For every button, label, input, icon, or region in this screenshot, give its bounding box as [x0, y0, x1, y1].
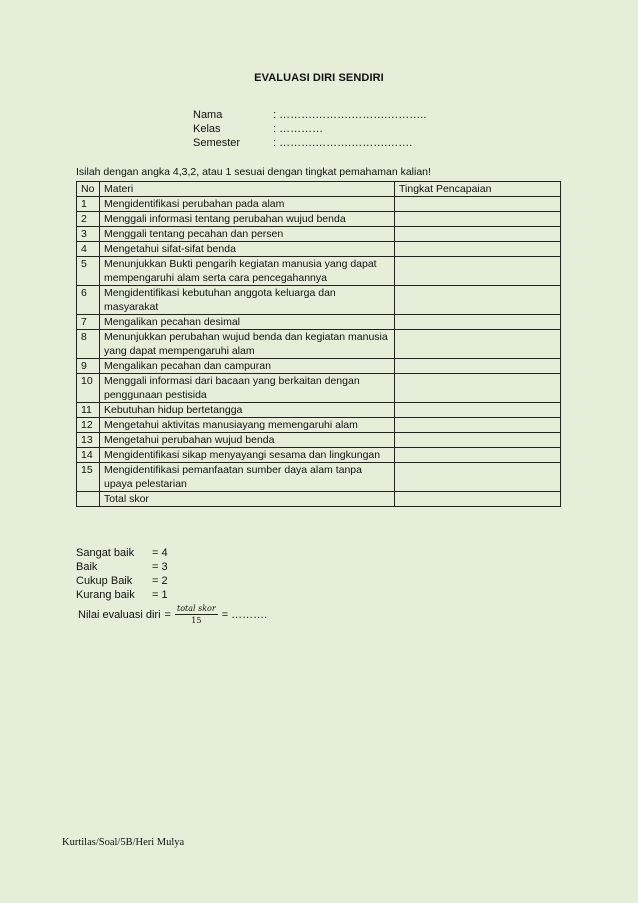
total-row — [77, 492, 561, 507]
row-number: 8 — [77, 330, 100, 359]
identity-value: : ……….……….……….……. — [273, 137, 413, 149]
identity-class-row — [193, 122, 426, 136]
row-materi: Mengalikan pecahan desimal — [100, 315, 395, 330]
table-row — [77, 212, 561, 227]
table-row — [77, 463, 561, 492]
row-score-cell[interactable] — [395, 315, 561, 330]
row-number: 4 — [77, 242, 100, 257]
identity-value: : ………… — [273, 123, 324, 135]
formula-fraction — [175, 604, 218, 625]
row-score-cell[interactable] — [395, 433, 561, 448]
row-number: 11 — [77, 403, 100, 418]
table-row — [77, 433, 561, 448]
formula-equals: = — [164, 608, 171, 621]
scale-label: Sangat baik — [76, 547, 135, 559]
row-materi: Menggali informasi tentang perubahan wujud benda — [100, 212, 395, 227]
scale-label: Cukup Baik — [76, 575, 133, 587]
table-row — [77, 286, 561, 315]
row-number: 5 — [77, 257, 100, 286]
row-materi: Menunjukkan Bukti pengarih kegiatan manusia yang dapat mempengaruhi alam serta cara pencegahannya — [100, 257, 395, 286]
scale-value: = 1 — [152, 589, 168, 601]
row-materi: Kebutuhan hidup bertetangga — [100, 403, 395, 418]
table-body — [77, 197, 561, 492]
row-score-cell[interactable] — [395, 257, 561, 286]
row-score-cell[interactable] — [395, 197, 561, 212]
table-row — [77, 330, 561, 359]
row-score-cell[interactable] — [395, 463, 561, 492]
row-number: 3 — [77, 227, 100, 242]
table-row — [77, 257, 561, 286]
table-row — [77, 374, 561, 403]
row-materi: Menunjukkan perubahan wujud benda dan kegiatan manusia yang dapat mempengaruhi alam — [100, 330, 395, 359]
header-materi: Materi — [100, 182, 395, 197]
formula-label: Nilai evaluasi diri — [78, 608, 161, 621]
row-score-cell[interactable] — [395, 242, 561, 257]
row-number: 14 — [77, 448, 100, 463]
instruction-text: Isilah dengan angka 4,3,2, atau 1 sesuai dengan tingkat pemahaman kalian! — [76, 166, 431, 178]
identity-label: Semester — [193, 137, 241, 149]
row-materi: Mengalikan pecahan dan campuran — [100, 359, 395, 374]
row-score-cell[interactable] — [395, 448, 561, 463]
identity-semester-row — [193, 136, 426, 150]
table-row — [77, 418, 561, 433]
footer-text: Kurtilas/Soal/5B/Heri Mulya — [62, 837, 185, 848]
scale-value: = 3 — [152, 561, 168, 573]
total-label: Total skor — [100, 492, 395, 507]
row-number: 12 — [77, 418, 100, 433]
table-row — [77, 448, 561, 463]
row-score-cell[interactable] — [395, 359, 561, 374]
row-score-cell[interactable] — [395, 212, 561, 227]
row-number: 15 — [77, 463, 100, 492]
row-materi: Mengetahui aktivitas manusiayang memengaruhi alam — [100, 418, 395, 433]
student-identity — [193, 108, 426, 150]
table-row — [77, 197, 561, 212]
identity-label: Kelas — [193, 123, 221, 135]
row-score-cell[interactable] — [395, 286, 561, 315]
score-scale — [76, 546, 168, 602]
scale-label: Kurang baik — [76, 589, 135, 601]
row-number: 6 — [77, 286, 100, 315]
row-materi: Mengidentifikasi perubahan pada alam — [100, 197, 395, 212]
row-score-cell[interactable] — [395, 418, 561, 433]
identity-name-row — [193, 108, 426, 122]
total-score-cell[interactable] — [395, 492, 561, 507]
scale-row — [76, 588, 168, 602]
formula-result: = ………. — [221, 608, 268, 621]
row-materi: Mengidentifikasi kebutuhan anggota keluarga dan masyarakat — [100, 286, 395, 315]
row-score-cell[interactable] — [395, 403, 561, 418]
identity-value: : ……….……….……….……….. — [273, 109, 427, 121]
formula-numerator: total skor — [176, 604, 216, 613]
row-number: 13 — [77, 433, 100, 448]
row-score-cell[interactable] — [395, 330, 561, 359]
formula-denominator: 15 — [191, 616, 202, 625]
row-number: 7 — [77, 315, 100, 330]
scale-value: = 2 — [152, 575, 168, 587]
header-no: No — [77, 182, 100, 197]
table-header-row — [77, 182, 561, 197]
score-formula — [78, 604, 267, 625]
row-score-cell[interactable] — [395, 227, 561, 242]
table-row — [77, 359, 561, 374]
row-materi: Mengidentifikasi sikap menyayangi sesama dan lingkungan — [100, 448, 395, 463]
table-row — [77, 403, 561, 418]
scale-row — [76, 574, 168, 588]
scale-value: = 4 — [152, 547, 168, 559]
scale-row — [76, 546, 168, 560]
row-materi: Mengetahui perubahan wujud benda — [100, 433, 395, 448]
identity-label: Nama — [193, 109, 223, 121]
header-tingkat: Tingkat Pencapaian — [395, 182, 561, 197]
row-number: 1 — [77, 197, 100, 212]
row-number: 9 — [77, 359, 100, 374]
table-row — [77, 227, 561, 242]
total-no-cell — [77, 492, 100, 507]
row-materi: Menggali tentang pecahan dan persen — [100, 227, 395, 242]
table-row — [77, 315, 561, 330]
table-row — [77, 242, 561, 257]
row-number: 2 — [77, 212, 100, 227]
scale-label: Baik — [76, 561, 98, 573]
row-materi: Mengetahui sifat-sifat benda — [100, 242, 395, 257]
scale-row — [76, 560, 168, 574]
row-score-cell[interactable] — [395, 374, 561, 403]
evaluation-table — [76, 181, 561, 507]
row-materi: Menggali informasi dari bacaan yang berkaitan dengan penggunaan pestisida — [100, 374, 395, 403]
document-title: EVALUASI DIRI SENDIRI — [254, 72, 384, 84]
row-materi: Mengidentifikasi pemanfaatan sumber daya alam tanpa upaya pelestarian — [100, 463, 395, 492]
row-number: 10 — [77, 374, 100, 403]
